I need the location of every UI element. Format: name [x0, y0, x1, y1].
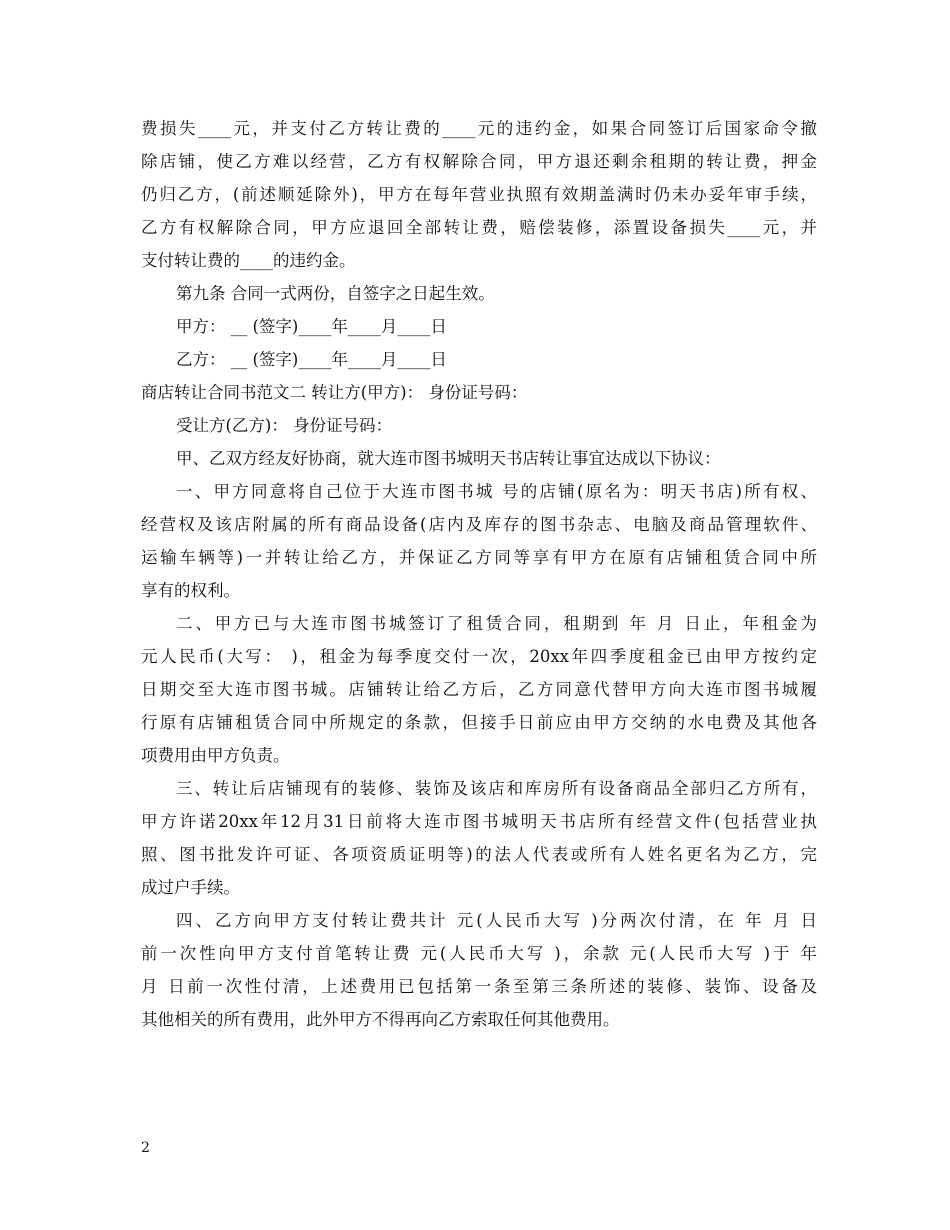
- clause-one-line: 享有的权利。: [141, 581, 240, 600]
- clause-four-line: 月 日前一次性付清，上述费用已包括第一条至第三条所述的装修、装饰、设备及: [141, 977, 817, 996]
- party-a-signature-line: 甲方： __ (签字)____年____月____日: [176, 317, 447, 336]
- clause-four-line: 四、乙方向甲方支付转让费共计 元(人民币大写 )分两次付清，在 年 月 日: [176, 911, 817, 930]
- transferee-line: 受让方(乙方)： 身份证号码：: [176, 416, 393, 435]
- agreement-intro: 甲、乙双方经友好协商，就大连市图书城明天书店转让事宜达成以下协议：: [176, 449, 721, 468]
- clause-two-line: 二、甲方已与大连市图书城签订了租赁合同，租期到 年 月 日止，年租金为: [176, 614, 817, 633]
- clause-one-line: 经营权及该店附属的所有商品设备(店内及库存的图书杂志、电脑及商品管理软件、: [141, 515, 817, 534]
- paragraph-line: 乙方有权解除合同，甲方应退回全部转让费，赔偿装修，添置设备损失____元，并: [141, 218, 817, 237]
- section-heading: 商店转让合同书范文二 转让方(甲方)： 身份证号码：: [141, 383, 528, 402]
- clause-four-line: 前一次性向甲方支付首笔转让费 元(人民币大写 )，余款 元(人民币大写 )于 年: [141, 944, 817, 963]
- clause-two-line: 日期交至大连市图书城。店铺转让给乙方后，乙方同意代替甲方向大连市图书城履: [141, 680, 817, 699]
- clause-four-line: 其他相关的所有费用，此外甲方不得再向乙方索取任何其他费用。: [141, 1010, 620, 1029]
- clause-nine: 第九条 合同一式两份，自签字之日起生效。: [176, 284, 495, 303]
- clause-two-line: 行原有店铺租赁合同中所规定的条款，但接手日前应由甲方交纳的水电费及其他各: [141, 713, 817, 732]
- clause-three-line: 照、图书批发许可证、各项资质证明等)的法人代表或所有人姓名更名为乙方，完: [141, 845, 817, 864]
- paragraph-line: 仍归乙方，(前述顺延除外)，甲方在每年营业执照有效期盖满时仍未办妥年审手续，: [141, 185, 817, 204]
- clause-two-line: 项费用由甲方负责。: [141, 746, 290, 765]
- document-body: [141, 112, 817, 1036]
- paragraph-line: 除店铺，使乙方难以经营，乙方有权解除合同，甲方退还剩余租期的转让费，押金: [141, 152, 817, 171]
- page-number: 2: [141, 1140, 150, 1156]
- clause-one-line: 运输车辆等)一并转让给乙方，并保证乙方同等享有甲方在原有店铺租赁合同中所: [141, 548, 817, 567]
- party-b-signature-line: 乙方： __ (签字)____年____月____日: [176, 350, 447, 369]
- clause-one-line: 一、甲方同意将自己位于大连市图书城 号的店铺(原名为：明天书店)所有权、: [176, 482, 817, 501]
- paragraph-line: 费损失____元，并支付乙方转让费的____元的违约金，如果合同签订后国家命令撤: [141, 119, 817, 138]
- clause-two-line: 元人民币(大写： )，租金为每季度交付一次，20xx年四季度租金已由甲方按约定: [141, 647, 817, 666]
- clause-three-line: 三、转让后店铺现有的装修、装饰及该店和库房所有设备商品全部归乙方所有，: [176, 779, 817, 798]
- clause-three-line: 成过户手续。: [141, 878, 240, 897]
- clause-three-line: 甲方许诺20xx年12月31日前将大连市图书城明天书店所有经营文件(包括营业执: [141, 812, 817, 831]
- paragraph-line: 支付转让费的____的违约金。: [141, 251, 356, 270]
